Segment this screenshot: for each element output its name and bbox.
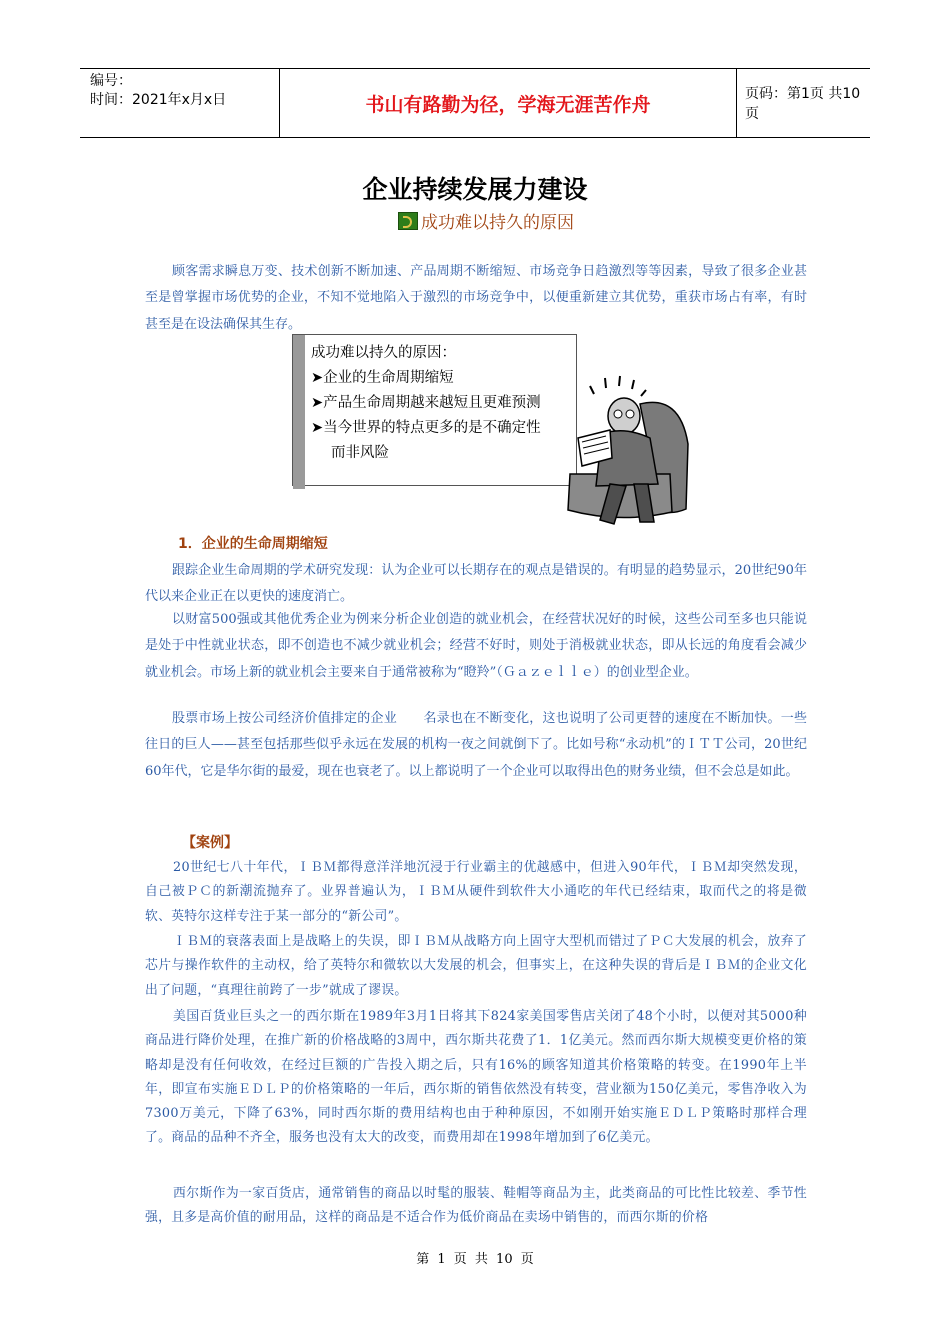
figure-heading: 成功难以持久的原因： (311, 345, 456, 361)
scroll-panel (292, 334, 577, 486)
header-motto: 书山有路勤为径，学海无涯苦作舟 (280, 69, 737, 137)
figure-item: ➤企业的生命周期缩短 (311, 370, 454, 386)
intro-paragraph: 顾客需求瞬息万变、技术创新不断加速、产品周期不断缩短、市场竞争日趋激烈等等因素，导致了很多企业甚至是曾掌握市场优势的企业，不知不觉地陷入于激烈的市场竞争中，以便重新建立其优势，重获市场占有率，有时甚至是在设法确保其生存。 (145, 264, 807, 332)
header-meta (80, 69, 280, 137)
section1-paragraph: 以财富500强或其他优秀企业为例来分析企业创造的就业机会，在经营状况好的时候，这些公司至多也只能说是处于中性就业状态，即不创造也不减少就业机会；经营不好时，则处于消极就业状态，即从长远的角度看会减少就业机会。市场上新的就业机会主要来自于通常被称为“瞪羚”（Ｇａｚｅｌｌｅ）的创业型企业。 (145, 612, 807, 680)
subtitle-text: 成功难以持久的原因 (421, 213, 574, 233)
figure-item: ➤当今世界的特点更多的是不确定性 (311, 420, 541, 436)
section1-paragraph: 股票市场上按公司经济价值排定的企业 名录也在不断变化，这也说明了公司更替的速度在不断加快。一些往日的巨人——甚至包括那些似乎永远在发展的机构一夜之间就倒下了。比如号称“永动机”的ＩＴＴ公司，20世纪60年代，它是华尔街的最爱，现在也衰老了。以上都说明了一个企业可以取得出色的财务业绩，但不会总是如此。 (145, 711, 807, 779)
header-page-label: 页码：第1页 共10页 (745, 86, 861, 122)
reading-man-illustration (550, 334, 690, 529)
section-heading: 1．企业的生命周期缩短 (178, 536, 328, 552)
page-footer: 第 1 页 共 10 页 (416, 1252, 534, 1267)
case-paragraph: 20世纪七八十年代，ＩＢＭ都得意洋洋地沉浸于行业霸主的优越感中，但进入90年代，ＩＢＭ却突然发现，自己被ＰＣ的新潮流抛弃了。业界普遍认为，ＩＢＭ从硬件到软件大小通吃的年代已经结束，取而代之的将是微软、英特尔这样专注于某一部分的“新公司”。 (145, 860, 807, 924)
document-title: 企业持续发展力建设 (362, 175, 588, 204)
case-paragraph: 美国百货业巨头之一的西尔斯在1989年3月1日将其下824家美国零售店关闭了48个小时，以便对其5000种商品进行降价处理，在推广新的价格战略的3周中，西尔斯共花费了1．1亿美元。然而西尔斯大规模变更价格的策略却是没有任何收效，在经过巨额的广告投入期之后，只有16%的顾客知道其价格策略的转变。在1990年上半年，即宣布实施ＥＤＬＰ的价格策略的一年后，西尔斯的销售依然没有转变，营业额为150亿美元，零售净收入为7300万美元，下降了63%，同时西尔斯的费用结构也由于种种原因，不如刚开始实施ＥＤＬＰ策略时那样合理了。商品的品种不齐全，服务也没有太大的改变，而费用却在1998年增加到了6亿美元。 (145, 1009, 807, 1146)
document-header (80, 68, 870, 138)
case-heading: 【案例】 (182, 835, 238, 851)
figure-item: 而非风险 (331, 445, 389, 461)
case-paragraph: 西尔斯作为一家百货店，通常销售的商品以时髦的服装、鞋帽等商品为主，此类商品的可比性比较差、季节性强，且多是高价值的耐用品，这样的商品是不适合作为低价商品在卖场中销售的，而西尔斯的价格 (145, 1186, 807, 1226)
subtitle (398, 208, 574, 233)
reasons-figure (292, 334, 692, 529)
figure-item: ➤产品生命周期越来越短且更难预测 (311, 395, 541, 411)
section1-paragraph: 跟踪企业生命周期的学术研究发现：认为企业可以长期存在的观点是错误的。有明显的趋势显示，20世纪90年代以来企业正在以更快的速度消亡。 (145, 563, 807, 605)
bullet-icon (398, 212, 418, 230)
time-label: 时间：2021年x月x日 (90, 92, 227, 108)
case-paragraph: ＩＢＭ的衰落表面上是战略上的失误，即ＩＢＭ从战略方向上固守大型机而错过了ＰＣ大发展的机会，放弃了芯片与操作软件的主动权，给了英特尔和微软以大发展的机会，但事实上，在这种失误的背后是ＩＢＭ的企业文化出了问题，“真理往前跨了一步”就成了谬误。 (145, 934, 807, 998)
number-label: 编号： (90, 73, 132, 89)
